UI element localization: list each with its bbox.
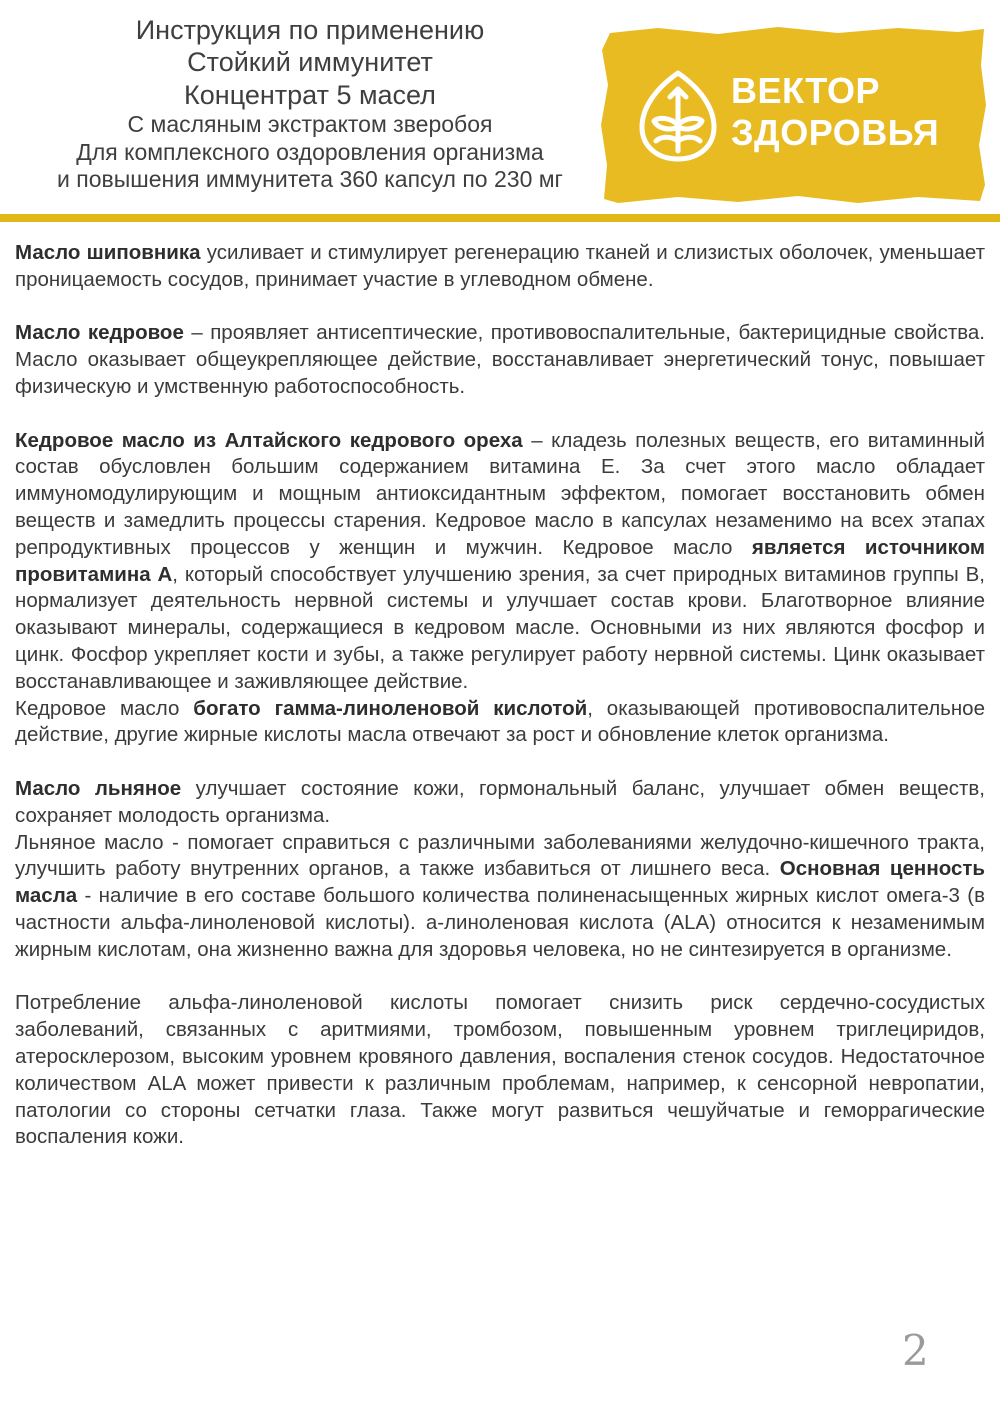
title-line-3: Концентрат 5 масел <box>184 79 436 110</box>
bold-term: Масло шиповника <box>15 241 201 264</box>
bold-phrase: Основная ценность масла <box>15 857 985 908</box>
title-line-5: Для комплексного оздоровления организма <box>76 138 544 165</box>
paragraph-text: – кладезь полезных веществ, его витаминный состав обусловлен большим содержанием витамина Е. За счет этого масло обладает иммуномодулирующим и мощным антиоксидантным эффектом, помогает восстановить обмен веществ и замедлить процессы старения. Кедровое масло в капсулах незаменимо на всех этапах репродуктивных процессов у женщин и мужчин. Кедровое масло <box>15 428 985 559</box>
header-divider <box>0 214 1000 222</box>
paragraph-text: Потребление альфа-линоленовой кислоты помогает снизить риск сердечно-сосудистых заболеваний, связанных с аритмиями, тромбозом, повышенным уровнем триглециридов, атеросклерозом, высоким уровнем кровяного давления, воспаления стенок сосудов. Недостаточное количеством ALA может привести к различным проблемам, например, к сенсорной невропатии, патологии со стороны сетчатки глаза. Также могут развиться чешуйчатые и геморрагические воспаления кожи. <box>15 991 985 1149</box>
title-line-1: Инструкция по применению <box>135 15 485 45</box>
paragraph-flax-oil-benefits <box>15 830 985 964</box>
logo-wordmark <box>731 70 939 154</box>
paragraph-flax-oil <box>15 776 985 830</box>
paragraph-text: Льняное масло - помогает справиться с различными заболеваниями желудочно-кишечного тракта, улучшить работу внутренних органов, а также избавиться от лишнего веса. <box>15 830 985 881</box>
logo-line-2: ЗДОРОВЬЯ <box>731 112 940 153</box>
paragraph-text: - наличие в его составе большого количества полиненасыщенных жирных кислот омега-3 (в частности альфа-линоленовой кислоты). a-линоленовая кислота (ALA) относится к незаменимым жирным кислотам, она жизненно важна для здоровья человека, но не синтезируется в организме. <box>15 884 985 961</box>
paragraph-gamma-linolenic <box>15 696 985 750</box>
title-line-2: Стойкий иммунитет <box>187 47 433 78</box>
bold-term: Масло кедровое <box>15 321 184 345</box>
title-block <box>0 14 620 194</box>
paragraph-text: – проявляет антисептические, противовоспалительные, бактерицидные свойства. Масло оказывает общеукрепляющее действие, восстанавливает энергетический тонус, повышает физическую и умственную работоспособность. <box>15 321 986 398</box>
paragraph-altai-cedar-oil <box>15 428 985 696</box>
paragraph-ala-consumption <box>15 990 985 1151</box>
paragraph-text: , оказывающей противовоспалительное действие, другие жирные кислоты масла отвечают за рост и обновление клеток организма. <box>15 696 985 747</box>
paragraph-rosehip-oil <box>15 240 985 294</box>
paragraph-text: улучшает состояние кожи, гормональный баланс, улучшает обмен веществ, сохраняет молодость организма. <box>15 776 986 827</box>
sprout-leaf-icon <box>634 67 722 163</box>
header <box>0 0 1000 222</box>
paragraph-text: усиливает и стимулирует регенерацию тканей и слизистых оболочек, уменьшает проницаемость сосудов, принимает участие в углеводном обмене. <box>15 241 985 291</box>
paragraph-text: , который способствует улучшению зрения, за счет природных витаминов группы В, нормализует деятельность нервной системы и улучшает состав крови. Благотворное влияние оказывают минералы, содержащиеся в кедровом масле. Основными из них являются фосфор и цинк. Фосфор укрепляет кости и зубы, а также регулирует работу нервной системы. Цинк оказывает восстанавливающее и заживляющее действие. <box>15 562 986 693</box>
document-body <box>15 240 985 1151</box>
logo-line-1: ВЕКТОР <box>731 70 880 111</box>
bold-phrase: богато гамма-линоленовой кислотой <box>193 696 588 720</box>
title-line-6: и повышения иммунитета 360 капсул по 230 мг <box>57 166 563 193</box>
bold-term: Масло льняное <box>15 776 182 800</box>
bold-term: Кедровое масло из Алтайского кедрового ореха <box>15 428 523 452</box>
bold-phrase: является источником провитамина А <box>15 535 985 586</box>
paragraph-text: Кедровое масло <box>15 696 194 720</box>
brand-logo <box>598 25 988 205</box>
page-number: 2 <box>902 1326 929 1375</box>
paragraph-cedar-oil <box>15 320 985 400</box>
title-line-4: С масляным экстрактом зверобоя <box>127 111 493 138</box>
